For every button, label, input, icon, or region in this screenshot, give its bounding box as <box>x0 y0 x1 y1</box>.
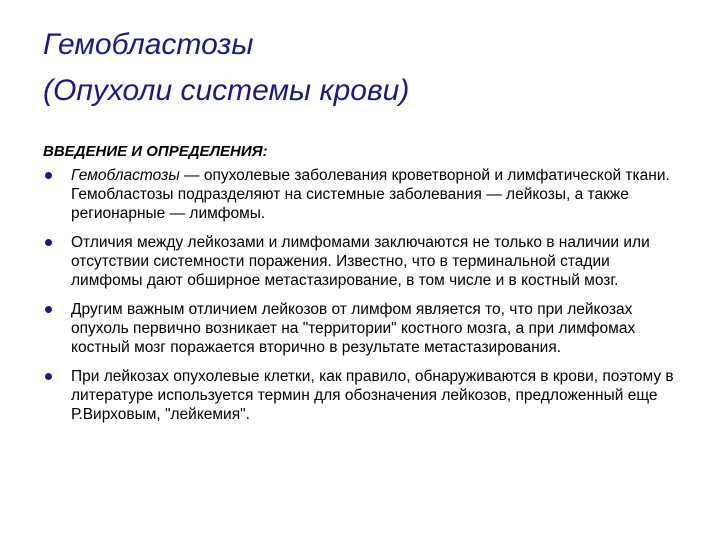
bullet-text: При лейкозах опухолевые клетки, как правило, обнаруживаются в крови, поэтому в литературе используется термин для обозначения лейкозов, предложенный еще Р.Вирховым, "лейкемия". <box>71 368 674 423</box>
bullet-dot-icon <box>45 373 52 380</box>
bullet-item <box>43 367 683 424</box>
bullet-dot-icon <box>45 306 52 313</box>
bullet-list <box>43 166 683 434</box>
bullet-item <box>43 166 683 223</box>
bullet-text: Другим важным отличием лейкозов от лимфом является то, что при лейкозах опухоль первично возникает на "территории" костного мозга, а при лимфомах костный мозг поражается вторично в результате метастазирования. <box>71 301 636 356</box>
bullet-text: — опухолевые заболевания кроветворной и лимфатической ткани. Гемобластозы подразделяют на системные заболевания — лейкозы, а также регионарные — лимфомы. <box>71 167 670 222</box>
bullet-dot-icon <box>45 172 52 179</box>
bullet-item <box>43 233 683 290</box>
bullet-text: Отличия между лейкозами и лимфомами заключаются не только в наличии или отсутствии системности поражения. Известно, что в терминальной стадии лимфомы дают обширное метастазирование, в том числе и в костный мозг. <box>71 234 650 289</box>
slide-title-line-1: Гемобластозы <box>43 28 254 61</box>
bullet-item <box>43 300 683 357</box>
bullet-dot-icon <box>45 239 52 246</box>
section-heading: ВВЕДЕНИЕ И ОПРЕДЕЛЕНИЯ: <box>43 143 268 160</box>
slide-title-line-2: (Опухоли системы крови) <box>43 74 410 107</box>
term-hemoblastoses: Гемобластозы <box>71 167 180 184</box>
